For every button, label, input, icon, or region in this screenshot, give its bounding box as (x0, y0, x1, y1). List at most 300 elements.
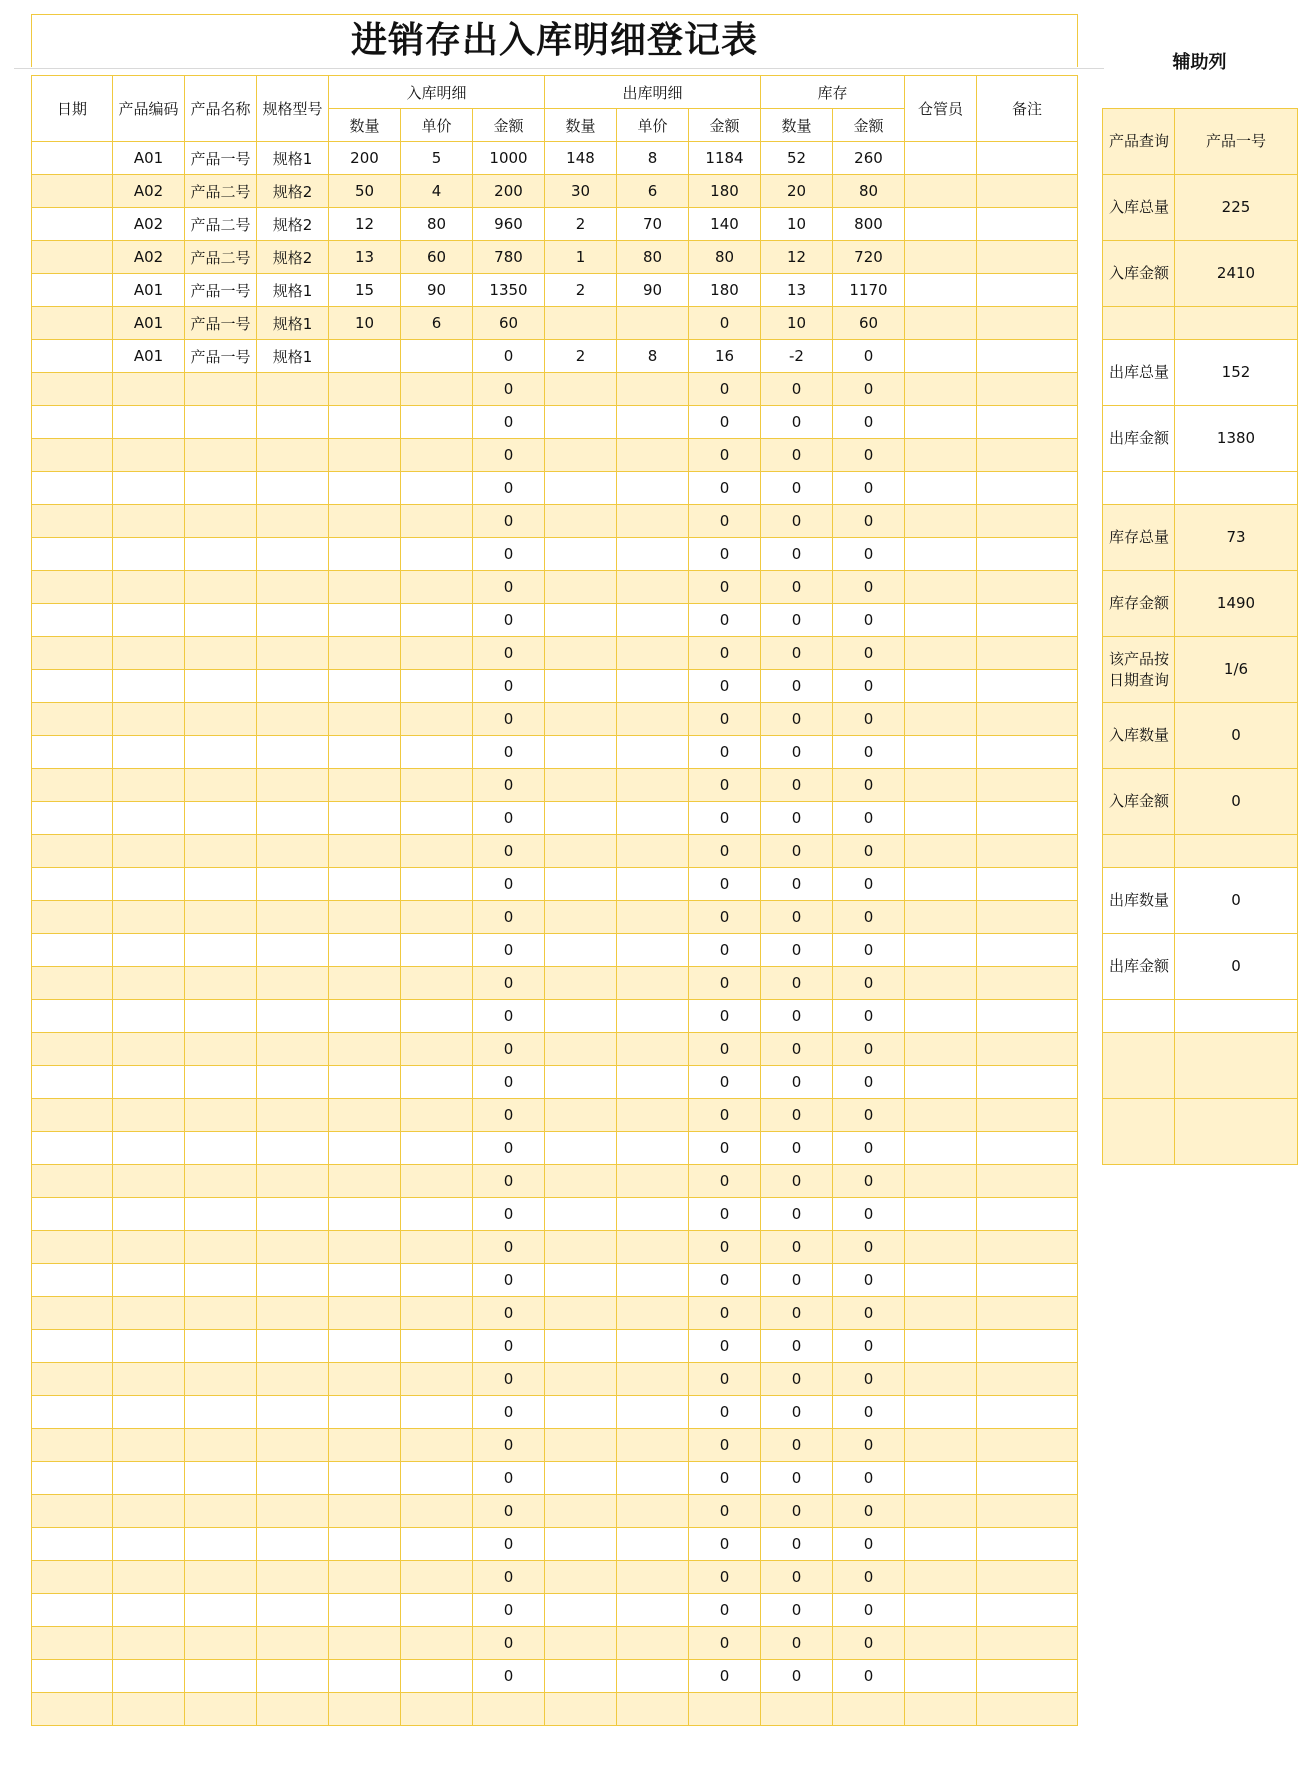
cell-code[interactable] (113, 1066, 185, 1099)
cell-remark[interactable] (977, 703, 1078, 736)
cell-in-price[interactable] (401, 1627, 473, 1660)
cell-in-amount[interactable]: 0 (473, 1561, 545, 1594)
cell-date[interactable] (32, 1099, 113, 1132)
cell-date[interactable] (32, 1429, 113, 1462)
cell-stock-amount[interactable]: 0 (833, 1099, 905, 1132)
cell-name[interactable] (185, 637, 257, 670)
cell-out-amount[interactable]: 180 (689, 274, 761, 307)
cell-out-price[interactable] (617, 1066, 689, 1099)
cell-spec[interactable] (257, 1396, 329, 1429)
cell-in-qty[interactable] (329, 340, 401, 373)
cell-code[interactable] (113, 1165, 185, 1198)
cell-stock-amount[interactable]: 0 (833, 1462, 905, 1495)
cell-stock-amount[interactable]: 0 (833, 934, 905, 967)
cell-date[interactable] (32, 472, 113, 505)
cell-in-qty[interactable] (329, 505, 401, 538)
cell-in-qty[interactable] (329, 1627, 401, 1660)
cell-out-qty[interactable] (545, 1330, 617, 1363)
cell-date[interactable] (32, 1165, 113, 1198)
cell-name[interactable] (185, 1165, 257, 1198)
cell-out-price[interactable] (617, 1528, 689, 1561)
cell-in-amount[interactable]: 0 (473, 1660, 545, 1693)
cell-name[interactable] (185, 505, 257, 538)
header-in-price[interactable]: 单价 (401, 109, 473, 142)
cell-date[interactable] (32, 1528, 113, 1561)
cell-code[interactable] (113, 1330, 185, 1363)
cell-stock-amount[interactable]: 0 (833, 1066, 905, 1099)
cell-stock-qty[interactable]: 0 (761, 505, 833, 538)
cell-spec[interactable] (257, 571, 329, 604)
cell-stock-amount[interactable]: 80 (833, 175, 905, 208)
cell-in-amount[interactable]: 0 (473, 637, 545, 670)
cell-in-price[interactable] (401, 934, 473, 967)
cell-in-amount[interactable]: 0 (473, 934, 545, 967)
aux-value[interactable] (1175, 472, 1298, 505)
cell-keeper[interactable] (905, 1660, 977, 1693)
cell-in-price[interactable] (401, 1000, 473, 1033)
cell-stock-amount[interactable]: 0 (833, 1231, 905, 1264)
cell-remark[interactable] (977, 1693, 1078, 1726)
cell-stock-qty[interactable]: 0 (761, 1330, 833, 1363)
cell-code[interactable] (113, 1264, 185, 1297)
cell-stock-qty[interactable]: 0 (761, 1594, 833, 1627)
cell-out-qty[interactable] (545, 835, 617, 868)
cell-keeper[interactable] (905, 208, 977, 241)
cell-out-qty[interactable] (545, 1099, 617, 1132)
cell-keeper[interactable] (905, 241, 977, 274)
cell-remark[interactable] (977, 1363, 1078, 1396)
cell-stock-amount[interactable]: 0 (833, 1396, 905, 1429)
cell-out-amount[interactable]: 0 (689, 604, 761, 637)
cell-code[interactable] (113, 1297, 185, 1330)
cell-date[interactable] (32, 1396, 113, 1429)
cell-code[interactable] (113, 1396, 185, 1429)
cell-in-amount[interactable]: 0 (473, 505, 545, 538)
cell-out-price[interactable] (617, 1396, 689, 1429)
cell-name[interactable] (185, 1462, 257, 1495)
cell-code[interactable] (113, 967, 185, 1000)
cell-in-amount[interactable]: 0 (473, 340, 545, 373)
cell-name[interactable] (185, 835, 257, 868)
aux-value[interactable] (1175, 1099, 1298, 1165)
cell-in-amount[interactable]: 0 (473, 1165, 545, 1198)
cell-out-price[interactable] (617, 1000, 689, 1033)
cell-keeper[interactable] (905, 1528, 977, 1561)
cell-in-price[interactable] (401, 1264, 473, 1297)
cell-keeper[interactable] (905, 835, 977, 868)
cell-out-price[interactable] (617, 439, 689, 472)
cell-out-qty[interactable] (545, 868, 617, 901)
cell-keeper[interactable] (905, 1231, 977, 1264)
cell-stock-qty[interactable]: 0 (761, 406, 833, 439)
cell-stock-amount[interactable]: 0 (833, 538, 905, 571)
cell-remark[interactable] (977, 1033, 1078, 1066)
cell-out-amount[interactable]: 0 (689, 1000, 761, 1033)
cell-remark[interactable] (977, 769, 1078, 802)
cell-keeper[interactable] (905, 1363, 977, 1396)
cell-stock-qty[interactable]: 0 (761, 571, 833, 604)
cell-in-qty[interactable]: 50 (329, 175, 401, 208)
cell-code[interactable] (113, 934, 185, 967)
cell-in-qty[interactable] (329, 1099, 401, 1132)
cell-out-price[interactable] (617, 1462, 689, 1495)
cell-name[interactable] (185, 802, 257, 835)
cell-out-qty[interactable] (545, 472, 617, 505)
cell-stock-qty[interactable]: 0 (761, 901, 833, 934)
cell-spec[interactable] (257, 1363, 329, 1396)
cell-code[interactable] (113, 1231, 185, 1264)
cell-spec[interactable] (257, 1495, 329, 1528)
cell-out-amount[interactable]: 0 (689, 1198, 761, 1231)
cell-in-price[interactable] (401, 1396, 473, 1429)
cell-out-qty[interactable] (545, 1594, 617, 1627)
cell-keeper[interactable] (905, 1396, 977, 1429)
aux-value[interactable]: 0 (1175, 769, 1298, 835)
cell-out-amount[interactable]: 0 (689, 1561, 761, 1594)
cell-remark[interactable] (977, 1198, 1078, 1231)
cell-spec[interactable] (257, 1627, 329, 1660)
cell-remark[interactable] (977, 538, 1078, 571)
cell-in-qty[interactable] (329, 373, 401, 406)
cell-in-amount[interactable]: 0 (473, 670, 545, 703)
cell-in-amount[interactable] (473, 1693, 545, 1726)
cell-out-amount[interactable]: 0 (689, 1528, 761, 1561)
cell-in-price[interactable] (401, 1297, 473, 1330)
cell-spec[interactable] (257, 769, 329, 802)
cell-spec[interactable] (257, 1033, 329, 1066)
cell-spec[interactable] (257, 901, 329, 934)
cell-remark[interactable] (977, 604, 1078, 637)
cell-name[interactable] (185, 406, 257, 439)
cell-out-amount[interactable]: 0 (689, 736, 761, 769)
cell-in-amount[interactable]: 0 (473, 571, 545, 604)
cell-out-price[interactable] (617, 1231, 689, 1264)
cell-in-price[interactable] (401, 1165, 473, 1198)
cell-keeper[interactable] (905, 571, 977, 604)
cell-in-price[interactable] (401, 439, 473, 472)
cell-in-qty[interactable] (329, 736, 401, 769)
cell-in-amount[interactable]: 0 (473, 1000, 545, 1033)
cell-keeper[interactable] (905, 1099, 977, 1132)
cell-in-qty[interactable] (329, 1000, 401, 1033)
cell-out-price[interactable] (617, 1099, 689, 1132)
cell-spec[interactable] (257, 967, 329, 1000)
cell-out-amount[interactable]: 0 (689, 1462, 761, 1495)
cell-in-amount[interactable]: 0 (473, 1231, 545, 1264)
cell-stock-qty[interactable]: 52 (761, 142, 833, 175)
cell-in-amount[interactable]: 780 (473, 241, 545, 274)
cell-date[interactable] (32, 604, 113, 637)
cell-out-qty[interactable] (545, 1528, 617, 1561)
cell-date[interactable] (32, 1198, 113, 1231)
cell-stock-qty[interactable]: 0 (761, 1231, 833, 1264)
cell-spec[interactable]: 规格1 (257, 142, 329, 175)
cell-code[interactable] (113, 472, 185, 505)
cell-spec[interactable] (257, 736, 329, 769)
cell-code[interactable] (113, 1198, 185, 1231)
cell-in-price[interactable] (401, 1330, 473, 1363)
cell-out-amount[interactable]: 140 (689, 208, 761, 241)
cell-out-price[interactable] (617, 1660, 689, 1693)
cell-name[interactable] (185, 670, 257, 703)
cell-out-price[interactable] (617, 1165, 689, 1198)
cell-out-amount[interactable]: 0 (689, 1660, 761, 1693)
cell-in-qty[interactable]: 200 (329, 142, 401, 175)
cell-stock-amount[interactable]: 0 (833, 670, 905, 703)
cell-stock-amount[interactable]: 0 (833, 571, 905, 604)
cell-stock-amount[interactable]: 0 (833, 1198, 905, 1231)
cell-date[interactable] (32, 1594, 113, 1627)
cell-keeper[interactable] (905, 637, 977, 670)
cell-out-qty[interactable] (545, 1000, 617, 1033)
cell-in-qty[interactable] (329, 1363, 401, 1396)
cell-out-price[interactable]: 80 (617, 241, 689, 274)
cell-in-amount[interactable]: 0 (473, 967, 545, 1000)
cell-name[interactable] (185, 1264, 257, 1297)
cell-date[interactable] (32, 703, 113, 736)
cell-out-qty[interactable] (545, 1231, 617, 1264)
cell-stock-amount[interactable]: 0 (833, 835, 905, 868)
cell-name[interactable] (185, 1297, 257, 1330)
cell-out-amount[interactable]: 0 (689, 1495, 761, 1528)
cell-spec[interactable] (257, 538, 329, 571)
cell-stock-qty[interactable]: 0 (761, 868, 833, 901)
cell-remark[interactable] (977, 1066, 1078, 1099)
cell-in-price[interactable] (401, 1132, 473, 1165)
cell-in-qty[interactable] (329, 1297, 401, 1330)
cell-spec[interactable] (257, 1561, 329, 1594)
cell-in-qty[interactable] (329, 538, 401, 571)
cell-out-qty[interactable] (545, 1264, 617, 1297)
cell-in-price[interactable] (401, 1462, 473, 1495)
cell-in-amount[interactable]: 0 (473, 406, 545, 439)
cell-in-qty[interactable] (329, 835, 401, 868)
cell-in-qty[interactable] (329, 1132, 401, 1165)
cell-remark[interactable] (977, 571, 1078, 604)
cell-stock-amount[interactable]: 0 (833, 901, 905, 934)
cell-out-qty[interactable] (545, 802, 617, 835)
cell-stock-qty[interactable]: 0 (761, 439, 833, 472)
header-out-group[interactable]: 出库明细 (545, 76, 761, 109)
cell-keeper[interactable] (905, 406, 977, 439)
cell-in-qty[interactable] (329, 1264, 401, 1297)
aux-value[interactable]: 1380 (1175, 406, 1298, 472)
cell-in-price[interactable] (401, 472, 473, 505)
cell-remark[interactable] (977, 373, 1078, 406)
cell-in-price[interactable] (401, 1099, 473, 1132)
cell-out-price[interactable] (617, 1297, 689, 1330)
cell-out-price[interactable]: 8 (617, 340, 689, 373)
cell-name[interactable] (185, 439, 257, 472)
cell-out-qty[interactable] (545, 1495, 617, 1528)
cell-out-amount[interactable]: 0 (689, 835, 761, 868)
cell-remark[interactable] (977, 175, 1078, 208)
header-stock-qty[interactable]: 数量 (761, 109, 833, 142)
cell-in-amount[interactable]: 0 (473, 1330, 545, 1363)
cell-stock-amount[interactable] (833, 1693, 905, 1726)
cell-name[interactable] (185, 1363, 257, 1396)
cell-out-price[interactable] (617, 373, 689, 406)
aux-value[interactable]: 2410 (1175, 241, 1298, 307)
cell-spec[interactable] (257, 1000, 329, 1033)
cell-keeper[interactable] (905, 967, 977, 1000)
cell-out-qty[interactable] (545, 307, 617, 340)
cell-date[interactable] (32, 1000, 113, 1033)
cell-in-price[interactable]: 5 (401, 142, 473, 175)
cell-in-price[interactable] (401, 1066, 473, 1099)
cell-code[interactable] (113, 373, 185, 406)
aux-value[interactable]: 0 (1175, 703, 1298, 769)
cell-in-price[interactable] (401, 340, 473, 373)
cell-keeper[interactable] (905, 1594, 977, 1627)
cell-in-qty[interactable] (329, 802, 401, 835)
header-stock-amount[interactable]: 金额 (833, 109, 905, 142)
cell-date[interactable] (32, 736, 113, 769)
cell-stock-amount[interactable]: 0 (833, 1033, 905, 1066)
cell-date[interactable] (32, 538, 113, 571)
cell-in-qty[interactable] (329, 1462, 401, 1495)
cell-remark[interactable] (977, 1429, 1078, 1462)
cell-name[interactable] (185, 1561, 257, 1594)
cell-remark[interactable] (977, 1132, 1078, 1165)
cell-in-price[interactable] (401, 406, 473, 439)
cell-stock-amount[interactable]: 0 (833, 1429, 905, 1462)
cell-spec[interactable] (257, 1099, 329, 1132)
cell-code[interactable] (113, 670, 185, 703)
cell-in-amount[interactable]: 0 (473, 1594, 545, 1627)
cell-out-qty[interactable] (545, 439, 617, 472)
cell-in-price[interactable] (401, 1693, 473, 1726)
cell-in-price[interactable] (401, 769, 473, 802)
cell-name[interactable] (185, 1033, 257, 1066)
cell-in-qty[interactable] (329, 703, 401, 736)
cell-keeper[interactable] (905, 1132, 977, 1165)
cell-stock-qty[interactable]: 0 (761, 1495, 833, 1528)
cell-out-amount[interactable]: 0 (689, 703, 761, 736)
cell-spec[interactable] (257, 1165, 329, 1198)
cell-date[interactable] (32, 802, 113, 835)
cell-out-price[interactable] (617, 472, 689, 505)
cell-in-price[interactable] (401, 901, 473, 934)
cell-keeper[interactable] (905, 1264, 977, 1297)
cell-name[interactable] (185, 1330, 257, 1363)
cell-spec[interactable]: 规格2 (257, 175, 329, 208)
cell-name[interactable] (185, 967, 257, 1000)
cell-remark[interactable] (977, 406, 1078, 439)
cell-out-price[interactable] (617, 1693, 689, 1726)
cell-out-price[interactable] (617, 571, 689, 604)
cell-keeper[interactable] (905, 1462, 977, 1495)
cell-code[interactable]: A02 (113, 208, 185, 241)
cell-name[interactable] (185, 1231, 257, 1264)
cell-out-qty[interactable] (545, 406, 617, 439)
cell-date[interactable] (32, 670, 113, 703)
cell-out-qty[interactable] (545, 637, 617, 670)
cell-stock-qty[interactable]: 0 (761, 967, 833, 1000)
cell-date[interactable] (32, 1330, 113, 1363)
cell-out-amount[interactable]: 0 (689, 670, 761, 703)
cell-out-price[interactable] (617, 1132, 689, 1165)
cell-stock-qty[interactable]: 0 (761, 538, 833, 571)
cell-out-price[interactable] (617, 1264, 689, 1297)
cell-name[interactable] (185, 769, 257, 802)
cell-out-qty[interactable] (545, 1363, 617, 1396)
cell-out-amount[interactable]: 0 (689, 1297, 761, 1330)
cell-code[interactable] (113, 1099, 185, 1132)
cell-keeper[interactable] (905, 142, 977, 175)
cell-in-qty[interactable] (329, 934, 401, 967)
cell-stock-amount[interactable]: 0 (833, 505, 905, 538)
cell-keeper[interactable] (905, 1033, 977, 1066)
header-out-qty[interactable]: 数量 (545, 109, 617, 142)
cell-keeper[interactable] (905, 1000, 977, 1033)
cell-code[interactable] (113, 439, 185, 472)
header-date[interactable]: 日期 (32, 76, 113, 142)
cell-out-price[interactable]: 8 (617, 142, 689, 175)
cell-stock-amount[interactable]: 0 (833, 1264, 905, 1297)
cell-stock-amount[interactable]: 0 (833, 439, 905, 472)
cell-in-price[interactable] (401, 736, 473, 769)
cell-in-price[interactable] (401, 802, 473, 835)
cell-remark[interactable] (977, 307, 1078, 340)
header-spec[interactable]: 规格型号 (257, 76, 329, 142)
cell-out-price[interactable] (617, 1627, 689, 1660)
cell-in-amount[interactable]: 0 (473, 1429, 545, 1462)
cell-in-amount[interactable]: 0 (473, 538, 545, 571)
cell-out-amount[interactable]: 0 (689, 406, 761, 439)
cell-name[interactable] (185, 1099, 257, 1132)
cell-code[interactable]: A01 (113, 340, 185, 373)
aux-value[interactable]: 152 (1175, 340, 1298, 406)
cell-spec[interactable]: 规格2 (257, 208, 329, 241)
cell-date[interactable] (32, 1132, 113, 1165)
cell-stock-amount[interactable]: 0 (833, 1165, 905, 1198)
cell-out-qty[interactable]: 148 (545, 142, 617, 175)
cell-stock-qty[interactable]: 0 (761, 1363, 833, 1396)
cell-in-qty[interactable]: 15 (329, 274, 401, 307)
cell-date[interactable] (32, 967, 113, 1000)
cell-date[interactable] (32, 175, 113, 208)
cell-name[interactable] (185, 901, 257, 934)
cell-code[interactable] (113, 1429, 185, 1462)
cell-out-amount[interactable]: 0 (689, 1264, 761, 1297)
cell-spec[interactable]: 规格1 (257, 307, 329, 340)
cell-out-amount[interactable]: 0 (689, 571, 761, 604)
aux-value[interactable] (1175, 1000, 1298, 1033)
cell-remark[interactable] (977, 1594, 1078, 1627)
cell-code[interactable] (113, 1660, 185, 1693)
cell-date[interactable] (32, 901, 113, 934)
cell-name[interactable] (185, 1627, 257, 1660)
cell-code[interactable] (113, 1594, 185, 1627)
cell-out-amount[interactable]: 0 (689, 538, 761, 571)
cell-in-price[interactable] (401, 967, 473, 1000)
cell-stock-qty[interactable]: 10 (761, 307, 833, 340)
cell-name[interactable] (185, 1396, 257, 1429)
cell-stock-qty[interactable]: 0 (761, 1660, 833, 1693)
header-in-amount[interactable]: 金额 (473, 109, 545, 142)
cell-out-qty[interactable] (545, 1660, 617, 1693)
cell-keeper[interactable] (905, 802, 977, 835)
cell-in-qty[interactable] (329, 1429, 401, 1462)
cell-in-amount[interactable]: 0 (473, 439, 545, 472)
cell-in-qty[interactable] (329, 901, 401, 934)
cell-stock-qty[interactable]: 0 (761, 802, 833, 835)
cell-in-amount[interactable]: 60 (473, 307, 545, 340)
cell-in-price[interactable] (401, 1033, 473, 1066)
cell-name[interactable]: 产品一号 (185, 340, 257, 373)
cell-spec[interactable] (257, 1198, 329, 1231)
